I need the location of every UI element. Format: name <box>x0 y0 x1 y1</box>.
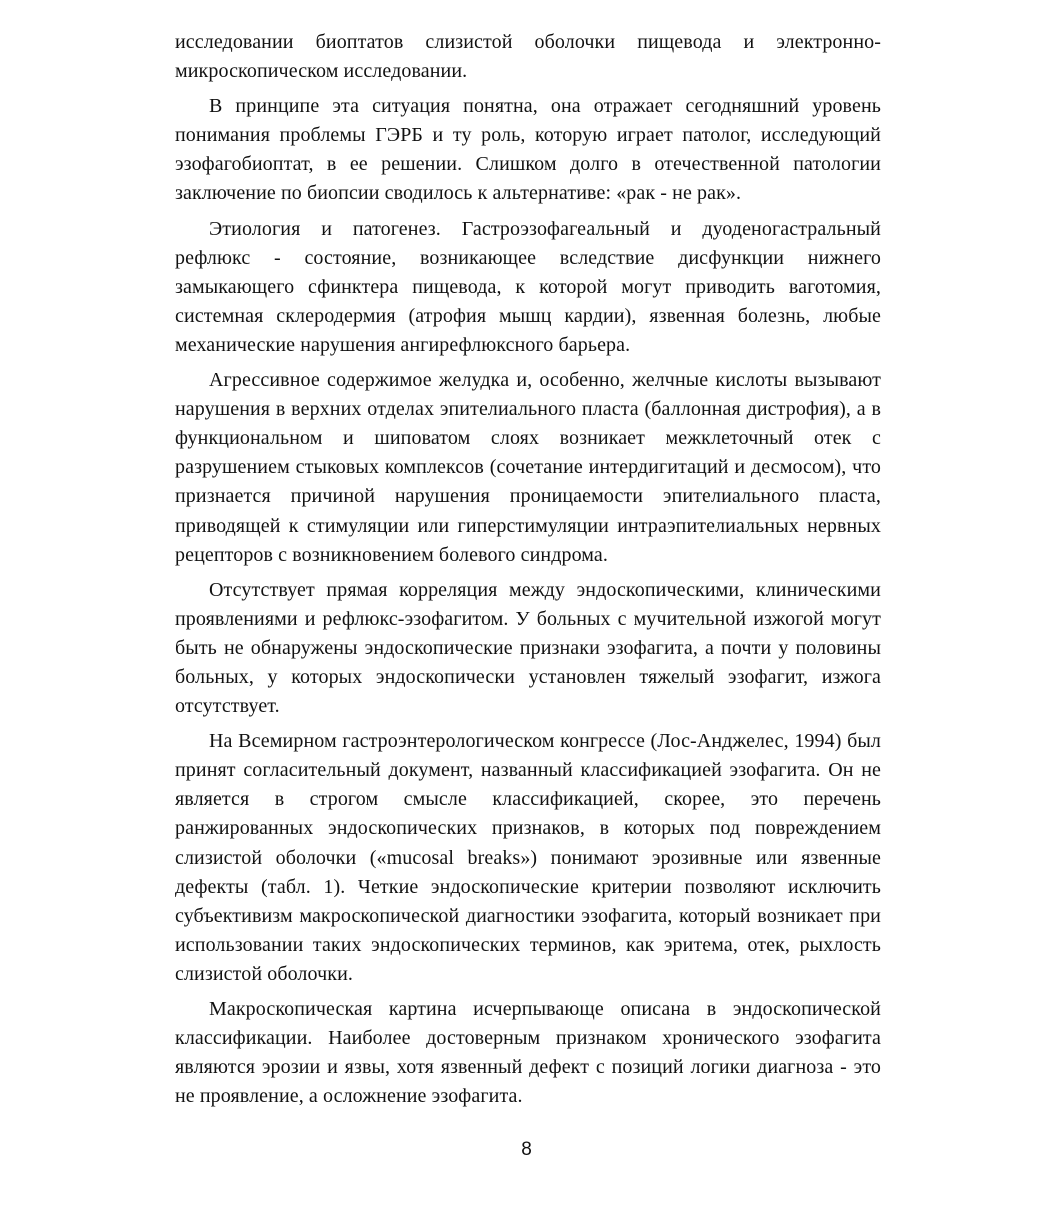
paragraph-continuation: исследовании биоптатов слизистой оболочки пищевода и электронно-микроскопическом исследовании. <box>175 31 881 83</box>
page-body <box>175 28 881 1117</box>
paragraph-congress: На Всемирном гастроэнтерологическом конгрессе (Лос-Анджелес, 1994) был принят согласительный документ, названный классификацией эзофагита. Он не является в строгом смысле классификацией, скорее, это перечень ранжированных эндоскопических признаков, в которых под повреждением слизистой оболочки («mucosal breaks») понимают эрозивные или язвенные дефекты (табл. 1). Четкие эндоскопические критерии позволяют исключить субъективизм макроскопической диагностики эзофагита, который возникает при использовании таких эндоскопических терминов, как эритема, отек, рыхлость слизистой оболочки. <box>175 730 881 985</box>
paragraph-aggressive-content: Агрессивное содержимое желудка и, особенно, желчные кислоты вызывают нарушения в верхних отделах эпителиального пласта (баллонная дистрофия), а в функциональном и шиповатом слоях возникает межклеточный отек с разрушением стыковых комплексов (сочетание интердигитаций и десмосом), что признается причиной нарушения проницаемости эпителиального пласта, приводящей к стимуляции или гиперстимуляции интраэпителиальных нервных рецепторов с возникновением болевого синдрома. <box>175 369 881 566</box>
paragraph-macroscopic: Макроскопическая картина исчерпывающе описана в эндоскопической классификации. Наиболее достоверным признаком хронического эзофагита являются эрозии и язвы, хотя язвенный дефект с позиций логики диагноза - это не проявление, а осложнение эзофагита. <box>175 998 881 1108</box>
paragraph-etiology: Этиология и патогенез. Гастроэзофагеальный и дуоденогастральный рефлюкс - состояние, возникающее вследствие дисфункции нижнего замыкающего сфинктера пищевода, к которой могут приводить ваготомия, системная склеродермия (атрофия мышц кардии), язвенная болезнь, любые механические нарушения ангирефлюксного барьера. <box>175 217 881 356</box>
paragraph-correlation: Отсутствует прямая корреляция между эндоскопическими, клиническими проявлениями и рефлюкс-эзофагитом. У больных с мучительной изжогой могут быть не обнаружены эндоскопические признаки эзофагита, а почти у половины больных, у которых эндоскопически установлен тяжелый эзофагит, изжога отсутствует. <box>175 578 881 718</box>
paragraph-situation: В принципе эта ситуация понятна, она отражает сегодняшний уровень понимания проблемы ГЭРБ и ту роль, которую играет патолог, исследующий эзофагобиоптат, в ее решении. Слишком долго в отечественной патологии заключение по биопсии сводилось к альтернативе: «рак - не рак». <box>175 95 881 205</box>
page-number: 8 <box>521 1139 532 1160</box>
